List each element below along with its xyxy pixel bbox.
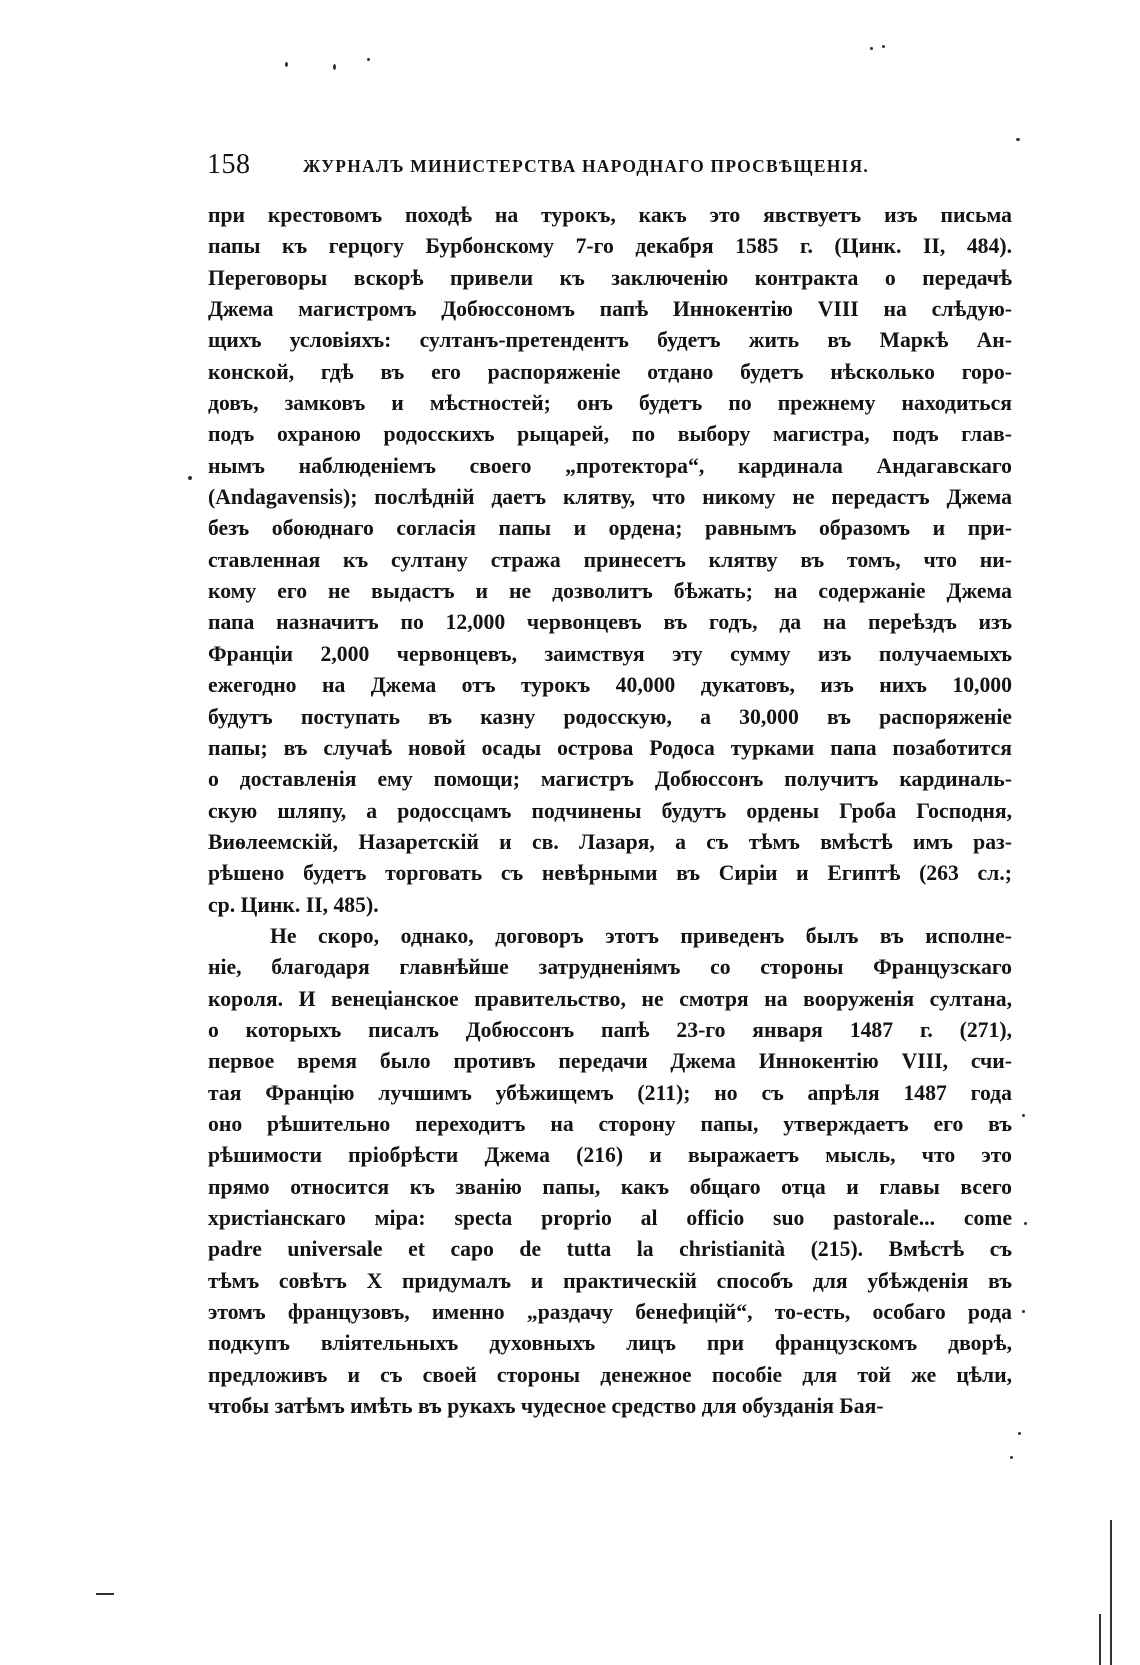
text-line: о которыхъ писалъ Добюссонъ папѣ 23-го января 1487 г. (271),	[208, 1017, 1012, 1042]
text-line: ср. Цинк. II, 485).	[208, 892, 379, 917]
text-line: прямо относится къ званію папы, какъ общаго отца и главы всего	[208, 1174, 1012, 1199]
running-head: ЖУРНАЛЪ МИНИСТЕРСТВА НАРОДНАГО ПРОСВѢЩЕНІЯ.	[303, 156, 869, 176]
scan-speck	[882, 45, 885, 48]
text-line: Переговоры вскорѣ привели къ заключенію контракта о передачѣ	[208, 265, 1012, 290]
scan-speck	[285, 62, 288, 67]
scan-speck	[367, 58, 370, 61]
scan-speck	[1018, 1432, 1021, 1435]
text-line: о доставленія ему помощи; магистръ Добюссонъ получитъ кардиналь-	[208, 767, 1012, 792]
scan-speck	[333, 64, 336, 70]
text-line: подъ охраною родосскихъ рыцарей, по выбору магистра, подъ глав-	[208, 422, 1012, 447]
text-line: тѣмъ совѣтъ X придумалъ и практическій способъ для убѣжденія въ	[208, 1268, 1012, 1293]
text-line: ніе, благодаря главнѣйше затрудненіямъ со стороны Французскаго	[208, 955, 1012, 980]
text-line: ставленная къ султану стража принесетъ клятву въ томъ, что ни-	[208, 547, 1012, 572]
body-text	[208, 200, 1012, 1422]
text-line: Франціи 2,000 червонцевъ, заимствуя эту сумму изъ получаемыхъ	[208, 641, 1012, 666]
text-line: тая Францію лучшимъ убѣжищемъ (211); но съ апрѣля 1487 года	[208, 1080, 1012, 1105]
text-line: христіанскаго міра: specta proprio al officio suo pastorale... come	[208, 1206, 1012, 1230]
scan-mark	[1110, 1520, 1112, 1665]
text-line: padre universale et capo de tutta la christianità (215). Вмѣстѣ съ	[208, 1237, 1012, 1262]
page-header	[207, 148, 1012, 182]
text-line: первое время было противъ передачи Джема Иннокентію VIII, счи-	[208, 1049, 1012, 1074]
text-line: рѣшимости пріобрѣсти Джема (216) и выражаетъ мысль, что это	[208, 1143, 1012, 1168]
text-line: чтобы затѣмъ имѣть въ рукахъ чудесное средство для обузданія Бая-	[208, 1394, 884, 1419]
text-line: безъ обоюднаго согласія папы и ордена; равнымъ образомъ и при-	[208, 516, 1012, 541]
text-line: щихъ условіяхъ: султанъ-претендентъ будетъ жить въ Маркѣ Ан-	[208, 328, 1012, 353]
text-line: скую шляпу, а родоссцамъ подчинены будутъ ордены Гроба Господня,	[208, 798, 1012, 823]
scan-mark	[96, 1593, 114, 1595]
text-line: довъ, замковъ и мѣстностей; онъ будетъ по прежнему находиться	[208, 391, 1012, 416]
text-line: Не скоро, однако, договоръ этотъ приведенъ былъ въ исполне-	[270, 923, 1012, 948]
scan-speck	[1022, 1114, 1025, 1117]
text-line: рѣшено будетъ торговать съ невѣрными въ Сиріи и Египтѣ (263 сл.;	[208, 861, 1012, 886]
text-line: папы; въ случаѣ новой осады острова Родоса турками папа позаботится	[208, 735, 1012, 760]
scan-speck	[1024, 1222, 1027, 1225]
scan-speck	[1016, 138, 1020, 141]
text-line: Джема магистромъ Добюссономъ папѣ Иннокентію VIII на слѣдую-	[208, 297, 1012, 322]
text-line: при крестовомъ походѣ на турокъ, какъ это явствуетъ изъ письма	[208, 203, 1012, 227]
scan-speck	[1010, 1456, 1013, 1459]
page-number: 158	[207, 149, 251, 180]
text-line: подкупъ вліятельныхъ духовныхъ лицъ при французскомъ дворѣ,	[208, 1331, 1012, 1356]
text-line: (Andagavensis); послѣдній даетъ клятву, что никому не передастъ Джема	[208, 485, 1012, 510]
text-line: Виѳлеемскій, Назаретскій и св. Лазаря, а съ тѣмъ вмѣстѣ имъ раз-	[208, 829, 1012, 854]
text-line: оно рѣшительно переходитъ на сторону папы, утверждаетъ его въ	[208, 1111, 1012, 1136]
text-line: будутъ поступать въ казну родосскую, а 30,000 въ распоряженіе	[208, 704, 1012, 729]
text-line: нымъ наблюденіемъ своего „протектора“, кардинала Андагавскаго	[208, 453, 1012, 478]
scan-speck	[870, 47, 873, 50]
text-line: папы къ герцогу Бурбонскому 7-го декабря 1585 г. (Цинк. II, 484).	[208, 234, 1012, 259]
text-line: папа назначитъ по 12,000 червонцевъ въ годъ, да на переѣздъ изъ	[208, 610, 1012, 635]
scan-mark	[1099, 1614, 1101, 1665]
text-line: короля. И венеціанское правительство, не смотря на вооруженія султана,	[208, 986, 1012, 1011]
text-line: этомъ французовъ, именно „раздачу бенефицій“, то-есть, особаго рода	[208, 1300, 1012, 1325]
text-line: конской, гдѣ въ его распоряженіе отдано будетъ нѣсколько горо-	[208, 359, 1012, 384]
text-line: кому его не выдастъ и не дозволитъ бѣжать; на содержаніе Джема	[208, 579, 1012, 604]
scan-speck	[1022, 1310, 1025, 1313]
text-line: предложивъ и съ своей стороны денежное пособіе для той же цѣли,	[208, 1362, 1012, 1387]
text-line: ежегодно на Джема отъ турокъ 40,000 дукатовъ, изъ нихъ 10,000	[208, 673, 1012, 698]
scan-speck	[188, 476, 192, 480]
